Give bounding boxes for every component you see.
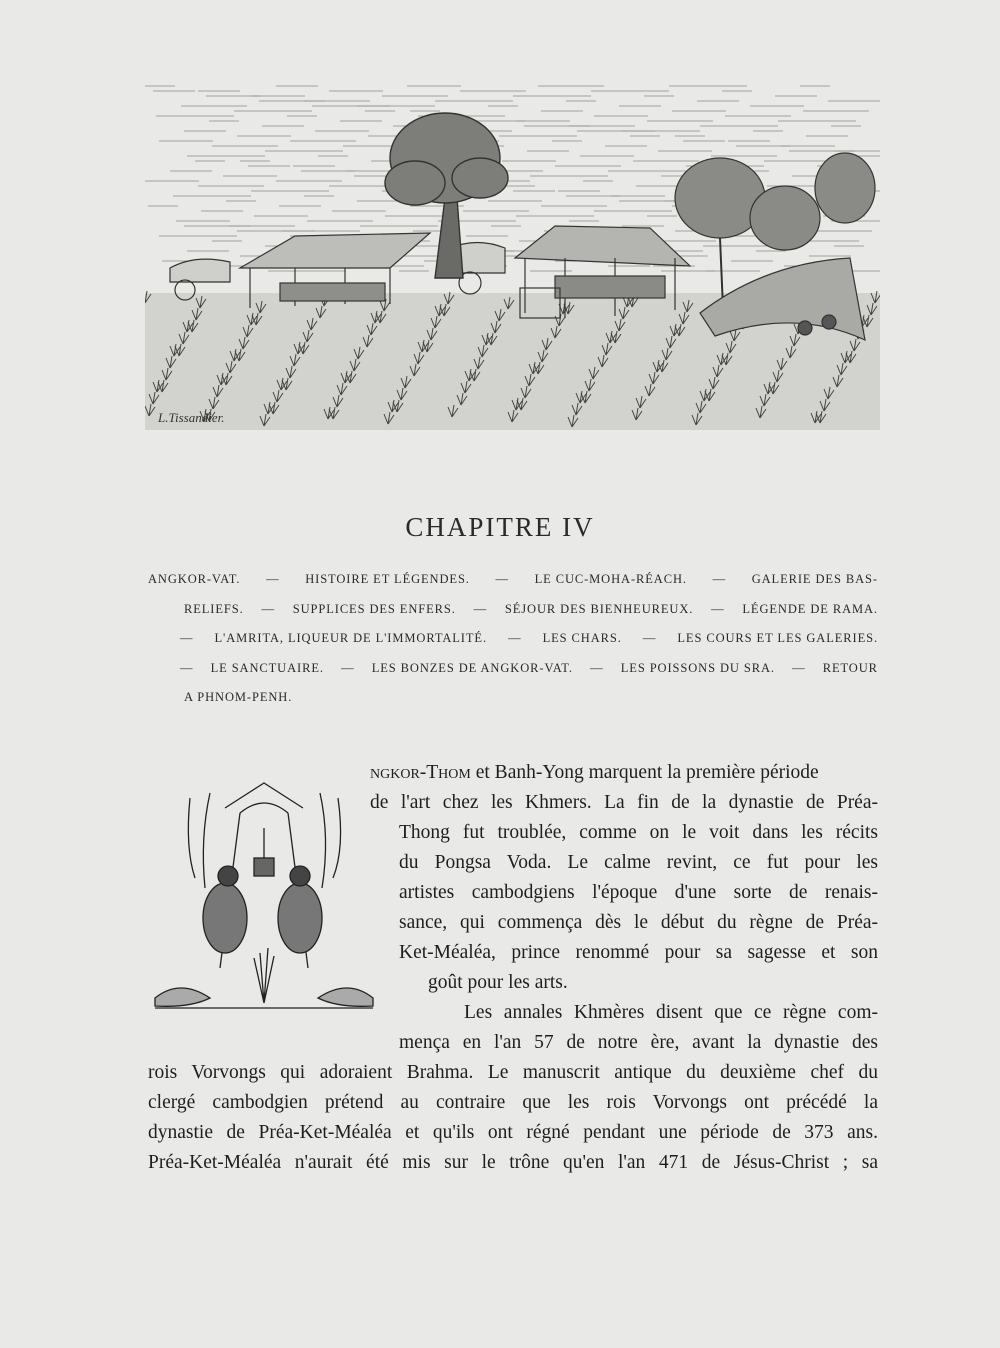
text-line: Ket-Méaléa, prince renommé pour sa sagesse et son [399,942,878,963]
text-line: Les annales Khmères disent que ce règne com- [464,1002,878,1023]
chapter-title: CHAPITRE IV [405,512,595,542]
text-line: dynastie de Préa-Ket-Méaléa et qu'ils ont régné pendant une période de 373 ans. [148,1122,878,1143]
artist-signature: L.Tissandier. [158,410,225,425]
text-line: et Banh-Yong marquent la première période [475,762,819,783]
text-line: du Pongsa Voda. Le calme revint, ce fut pour les [399,852,878,873]
text-line: Préa-Ket-Méaléa n'aurait été mis sur le trône qu'en l'an 471 de Jésus-Christ ; sa [148,1152,878,1173]
summary-line: A PHNOM-PENH. [184,690,293,704]
text-line: clergé cambodgien prétend au contraire que les rois Vorvongs ont précédé la [148,1092,878,1113]
text-line: goût pour les arts. [428,972,568,993]
text-line: de l'art chez les Khmers. La fin de la dynastie de Préa- [370,792,878,813]
text-line: sance, qui commença dès le début du règne de Préa- [399,912,878,933]
summary-line: — LE SANCTUAIRE. — LES BONZES DE ANGKOR-VAT. — LES POISSONS DU SRA. — RETOUR [180,660,878,675]
summary-line: ANGKOR-VAT. — HISTOIRE ET LÉGENDES. — LE CUC-MOHA-RÉACH. — GALERIE DES BAS- [148,572,878,586]
text-line: Thong fut troublée, comme on le voit dans les récits [399,822,878,843]
text-line: artistes cambodgiens l'époque d'une sorte de renais- [399,882,878,903]
summary-line: RELIEFS. — SUPPLICES DES ENFERS. — SÉJOUR DES BIENHEUREUX. — LÉGENDE DE RAMA. [184,601,878,616]
summary-line: — L'AMRITA, LIQUEUR DE L'IMMORTALITÉ. — LES CHARS. — LES COURS ET LES GALERIES. [180,631,878,645]
drop-cap-continuation: ngkor-Thom [370,762,471,783]
text-line: rois Vorvongs qui adoraient Brahma. Le manuscrit antique du deuxième chef du [148,1062,878,1083]
text-line: mença en l'an 57 de notre ère, avant la dynastie des [399,1032,878,1053]
